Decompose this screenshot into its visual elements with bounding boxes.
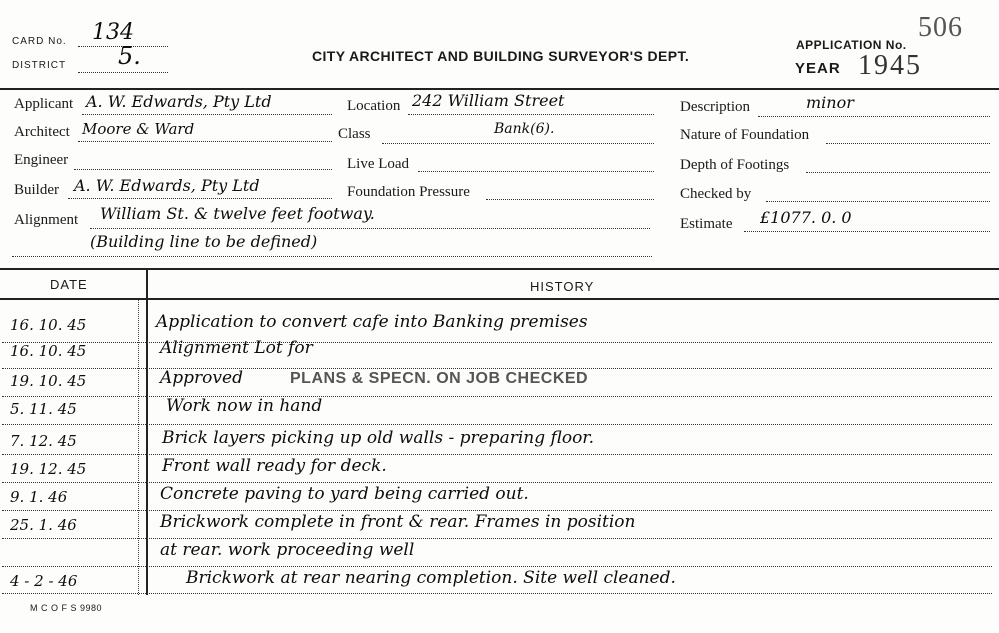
card-no-value: 134 bbox=[92, 20, 134, 45]
history-row-date: 5. 11. 45 bbox=[10, 400, 77, 418]
history-row-line bbox=[2, 424, 992, 425]
history-row-text: Brickwork at rear nearing completion. Site well cleaned. bbox=[186, 568, 676, 588]
history-row-date: 19. 12. 45 bbox=[10, 460, 87, 478]
foundation-pressure-line bbox=[486, 199, 654, 200]
class-label: Class bbox=[338, 126, 371, 142]
history-row-text: Approved bbox=[160, 368, 243, 388]
estimate-value: £1077. 0. 0 bbox=[760, 208, 852, 227]
checked-stamp: PLANS & SPECN. ON JOB CHECKED bbox=[290, 370, 589, 387]
history-column-header: HISTORY bbox=[530, 279, 595, 294]
builder-value: A. W. Edwards, Pty Ltd bbox=[74, 176, 260, 195]
history-row-text: Application to convert cafe into Banking premises bbox=[156, 312, 588, 332]
builder-label: Builder bbox=[14, 182, 59, 198]
alignment-note-line bbox=[12, 256, 652, 257]
application-label: APPLICATION No. bbox=[796, 38, 907, 52]
date-subcolumn-divider bbox=[138, 300, 139, 595]
history-row-text: Alignment Lot for bbox=[160, 338, 313, 358]
history-row-line bbox=[2, 566, 992, 567]
architect-label: Architect bbox=[14, 124, 70, 140]
foundation-pressure-label: Foundation Pressure bbox=[347, 184, 470, 200]
history-row-text: at rear. work proceeding well bbox=[160, 540, 415, 560]
history-row-line bbox=[2, 510, 992, 511]
applicant-label: Applicant bbox=[14, 96, 74, 112]
date-column-header: DATE bbox=[50, 277, 88, 292]
applicant-value: A. W. Edwards, Pty Ltd bbox=[86, 92, 272, 111]
checked-line bbox=[766, 201, 990, 202]
class-line bbox=[382, 143, 654, 144]
application-number: 506 bbox=[918, 12, 963, 43]
history-row-date: 9. 1. 46 bbox=[10, 488, 68, 506]
history-row-line bbox=[2, 368, 992, 369]
history-row-date: 16. 10. 45 bbox=[10, 342, 87, 360]
history-row-line bbox=[2, 342, 992, 343]
history-row-date: 4 - 2 - 46 bbox=[10, 572, 78, 590]
history-row-date: 19. 10. 45 bbox=[10, 372, 87, 390]
applicant-line bbox=[82, 114, 332, 115]
location-line bbox=[408, 114, 654, 115]
history-row-line bbox=[2, 593, 992, 594]
history-row-line bbox=[2, 454, 992, 455]
nature-label: Nature of Foundation bbox=[680, 127, 810, 143]
history-row-line bbox=[2, 538, 992, 539]
department-title: CITY ARCHITECT AND BUILDING SURVEYOR'S DEPT. bbox=[312, 48, 690, 64]
nature-line bbox=[826, 143, 990, 144]
builder-line bbox=[68, 198, 332, 199]
description-label: Description bbox=[680, 99, 750, 115]
alignment-label: Alignment bbox=[14, 212, 79, 228]
history-row-text: Brick layers picking up old walls - preparing floor. bbox=[162, 428, 594, 448]
checked-label: Checked by bbox=[680, 186, 752, 202]
history-row-text: Brickwork complete in front & rear. Frames in position bbox=[160, 512, 636, 532]
description-line bbox=[758, 116, 990, 117]
form-code: M C O F S 9980 bbox=[30, 603, 103, 613]
estimate-label: Estimate bbox=[680, 216, 733, 232]
estimate-line bbox=[744, 231, 990, 232]
depth-line bbox=[806, 172, 990, 173]
district-label: DISTRICT bbox=[12, 60, 67, 71]
date-column-divider bbox=[146, 270, 148, 595]
engineer-line bbox=[74, 169, 332, 170]
location-label: Location bbox=[347, 98, 401, 114]
alignment-note: (Building line to be defined) bbox=[90, 232, 318, 251]
fields-divider bbox=[0, 268, 999, 270]
class-value: Bank(6). bbox=[494, 121, 555, 137]
year-label: YEAR bbox=[795, 60, 841, 77]
history-row-date: 25. 1. 46 bbox=[10, 516, 77, 534]
alignment-line bbox=[90, 228, 650, 229]
history-row-text: Concrete paving to yard being carried out. bbox=[160, 484, 529, 504]
history-row-date: 16. 10. 45 bbox=[10, 316, 87, 334]
live-load-line bbox=[418, 171, 654, 172]
depth-label: Depth of Footings bbox=[680, 157, 790, 173]
header-divider bbox=[0, 88, 999, 90]
history-row-line bbox=[2, 482, 992, 483]
architect-value: Moore & Ward bbox=[82, 120, 195, 138]
year-value: 1945 bbox=[858, 50, 922, 81]
history-row-text: Work now in hand bbox=[166, 396, 323, 416]
location-value: 242 William Street bbox=[412, 91, 565, 110]
history-header-divider bbox=[0, 298, 999, 300]
description-value: minor bbox=[806, 93, 854, 112]
engineer-label: Engineer bbox=[14, 152, 69, 168]
live-load-label: Live Load bbox=[347, 156, 410, 172]
alignment-value: William St. & twelve feet footway. bbox=[100, 204, 375, 223]
district-line bbox=[78, 72, 168, 73]
district-value: 5. bbox=[118, 42, 141, 70]
card-no-label: CARD No. bbox=[12, 36, 67, 47]
history-row-date: 7. 12. 45 bbox=[10, 432, 77, 450]
architect-line bbox=[78, 141, 332, 142]
history-row-text: Front wall ready for deck. bbox=[162, 456, 387, 476]
history-row-line bbox=[2, 396, 992, 397]
